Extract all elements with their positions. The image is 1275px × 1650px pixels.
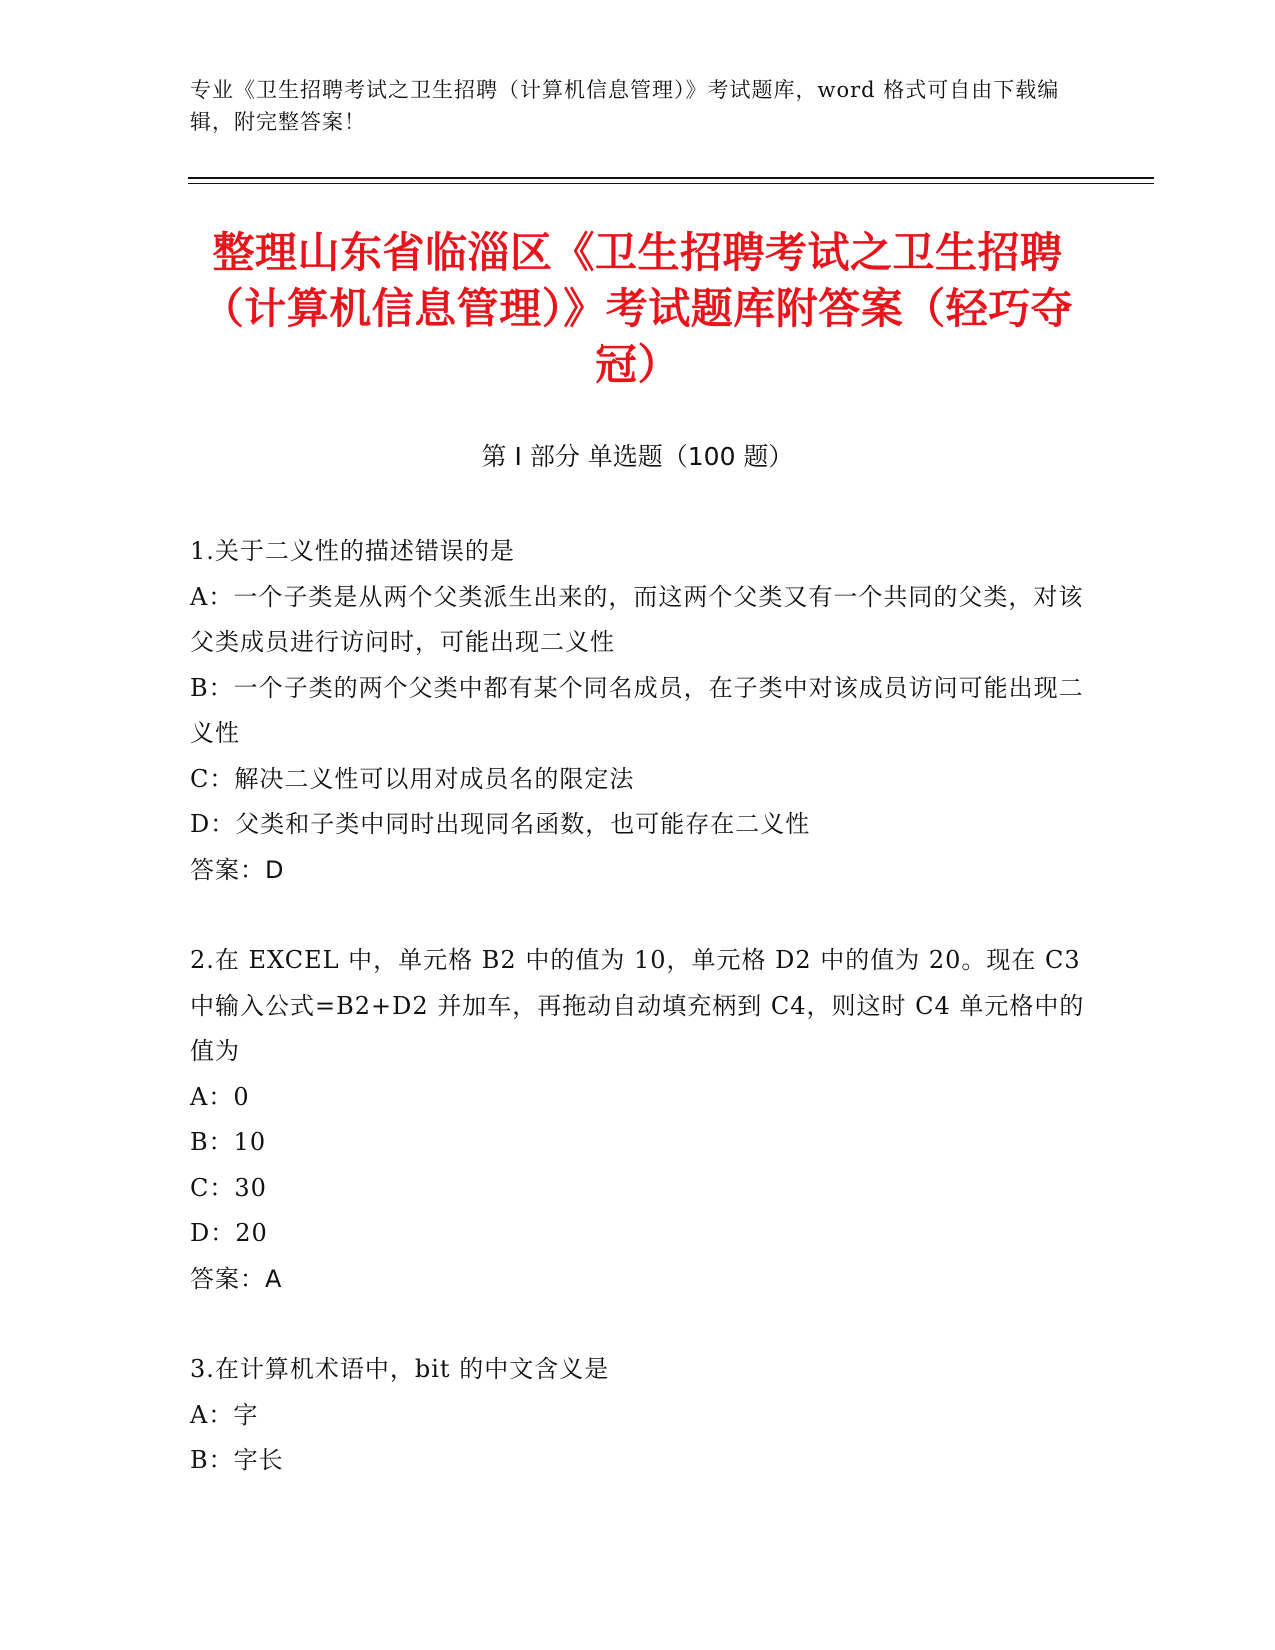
question-stem: 1.关于二义性的描述错误的是 [190, 537, 515, 565]
question-1 [190, 529, 1090, 893]
option-a: A：0 [190, 1082, 250, 1111]
option-a: A：一个子类是从两个父类派生出来的，而这两个父类又有一个共同的父类，对该父类成员进行访问时，可能出现二义性 [190, 582, 1084, 656]
section-title: 第 I 部分 单选题（100 题） [481, 442, 794, 471]
question-list [190, 529, 1090, 1484]
question-stem: 3.在计算机术语中，bit 的中文含义是 [190, 1355, 610, 1383]
option-b: B：10 [190, 1128, 267, 1156]
option-c: C：30 [190, 1173, 267, 1202]
option-b: B：一个子类的两个父类中都有某个同名成员，在子类中对该成员访问可能出现二义性 [190, 673, 1084, 747]
answer-line: 答案：D [190, 855, 285, 884]
document-title: 整理山东省临淄区《卫生招聘考试之卫生招聘（计算机信息管理）》考试题库附答案（轻巧夺冠） [201, 228, 1074, 389]
answer-line: 答案：A [190, 1264, 283, 1293]
question-2 [190, 938, 1090, 1302]
option-c: C：解决二义性可以用对成员名的限定法 [190, 764, 635, 793]
header-divider-thick [188, 177, 1154, 179]
option-d: D：父类和子类中同时出现同名函数，也可能存在二义性 [190, 810, 811, 838]
question-3 [190, 1347, 1090, 1484]
option-a: A：字 [190, 1400, 259, 1429]
option-d: D：20 [190, 1219, 268, 1247]
option-b: B：字长 [190, 1446, 284, 1474]
header-note: 专业《卫生招聘考试之卫生招聘（计算机信息管理）》考试题库，word 格式可自由下载编辑，附完整答案！ [190, 78, 1060, 134]
question-stem: 2.在 EXCEL 中，单元格 B2 中的值为 10，单元格 D2 中的值为 20。现在 C3 中输入公式=B2+D2 并加车，再拖动自动填充柄到 C4，则这时 C4 单元格中的值为 [190, 946, 1085, 1065]
header-divider-thin [188, 183, 1154, 184]
